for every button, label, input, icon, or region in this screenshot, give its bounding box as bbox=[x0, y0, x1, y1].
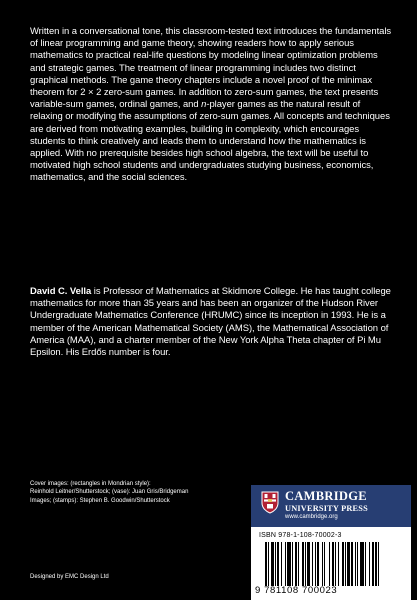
publisher-name: CAMBRIDGE bbox=[285, 489, 367, 503]
barcode-icon bbox=[263, 542, 403, 586]
book-description bbox=[30, 26, 394, 185]
description-part-1: Written in a conversational tone, this classroom-tested text introduces the fundamentals of linear programming and game theory, showing readers how to apply serious mathematics to practical real-life questions by modeling linear optimization problems and strategic games. The treatment of linear programming includes two distinct graphical methods. The game theory chapters include a novel proof of the minimax theorem for 2 × 2 zero-sum games. In addition to zero-sum games, the text presents variable-sum games, ordinal games, and bbox=[30, 26, 392, 111]
cambridge-shield-icon bbox=[261, 491, 279, 514]
barcode-digits: 9 781108 700023 bbox=[255, 585, 338, 596]
author-bio-text: is Professor of Mathematics at Skidmore College. He has taught college mathematics for more than 35 years and has been an organizer of the Hudson River Undergraduate Mathematics Conference (HRUMC) since its inception in 1993. He is a member of the American Mathematical Society (AMS), the Mathematical Association of America (MAA), and a charter member of the New York Alpha Theta chapter of Pi Mu Epsilon. His Erdős number is four. bbox=[30, 286, 391, 359]
description-italic-n: n bbox=[201, 99, 207, 111]
credits-line-3: Images; (stamps): Stephen B. Goodwin/Shutterstock bbox=[30, 497, 170, 504]
designer-credit: Designed by EMC Design Ltd bbox=[30, 574, 109, 580]
isbn-label: ISBN 978-1-108-70002-3 bbox=[259, 532, 342, 539]
publisher-logo-band bbox=[251, 485, 411, 527]
cover-image-credits bbox=[30, 480, 240, 505]
publisher-subtitle: UNIVERSITY PRESS bbox=[285, 504, 368, 513]
author-name: David C. Vella bbox=[30, 286, 92, 297]
publisher-block bbox=[251, 485, 411, 600]
credits-line-1: Cover images: (rectangles in Mondrian style): bbox=[30, 481, 151, 487]
author-bio bbox=[30, 286, 394, 359]
publisher-url: www.cambridge.org bbox=[285, 514, 338, 520]
credits-line-2: Reinhold Leitner/Shutterstock; (vase): Juan Gris/Bridgeman bbox=[30, 489, 189, 496]
description-part-2: -player games as the natural result of relaxing or modifying the assumptions of zero-sum games. All concepts and techniques are derived from motivating examples, building in complexity, which encourages students to think creatively and leads them to understand how the mathematics is applied. With no prerequisite besides high school algebra, the text will be useful to motivated high school students and undergraduates studying business, economics, mathematics, and the social sciences. bbox=[30, 99, 390, 184]
